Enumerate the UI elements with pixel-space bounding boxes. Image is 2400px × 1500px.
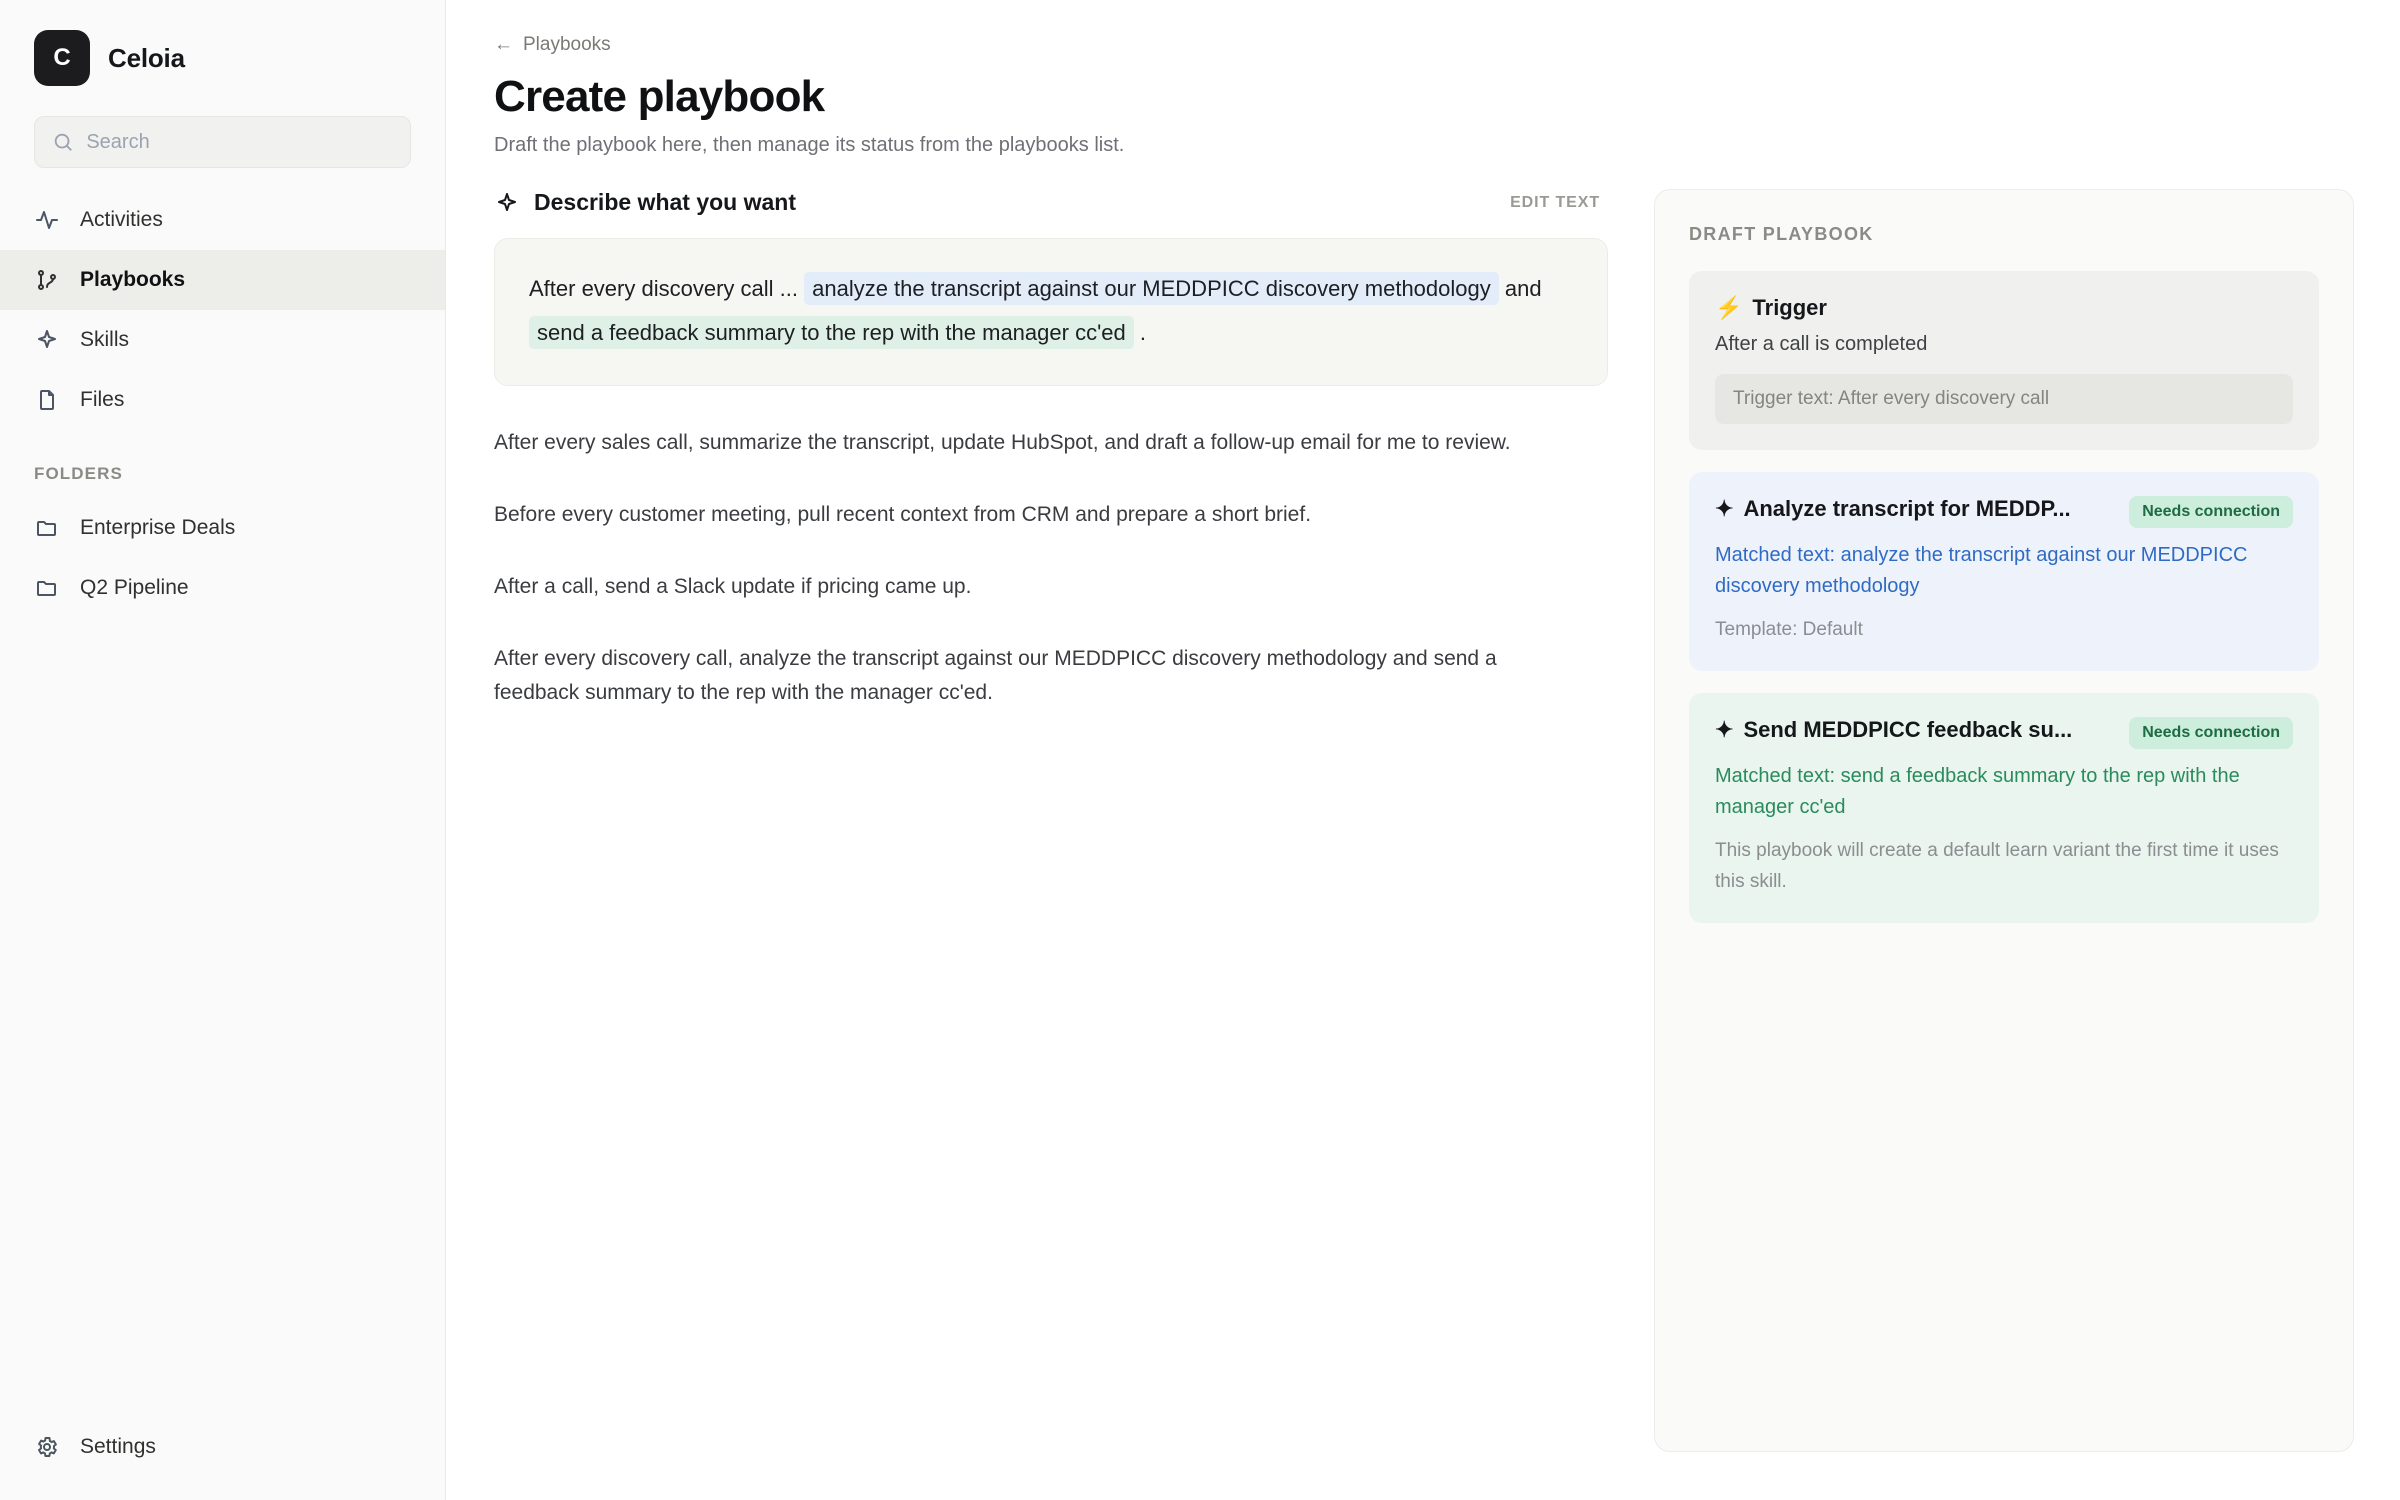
page-subtitle: Draft the playbook here, then manage its status from the playbooks list. — [494, 134, 1125, 156]
sidebar-folder-label: Q2 Pipeline — [80, 576, 189, 599]
status-badge: Needs connection — [2129, 717, 2293, 749]
draft-playbook-panel — [1654, 189, 2354, 1452]
draft-step-note: Template: Default — [1715, 619, 1863, 640]
prompt-trailing: . — [1139, 320, 1146, 345]
sidebar-spacer — [0, 618, 445, 1416]
draft-step-name: Analyze transcript for MEDDP... — [1743, 496, 2071, 521]
sidebar-folder-enterprise-deals[interactable] — [0, 498, 445, 558]
breadcrumb[interactable] — [494, 34, 611, 56]
sidebar-item-label: Files — [80, 388, 125, 411]
draft-step-name-group — [1715, 717, 2072, 743]
sparkle-icon: ✦ — [1715, 496, 1734, 521]
sidebar-folders — [0, 498, 445, 618]
gear-icon — [34, 1434, 60, 1460]
draft-step-trigger[interactable] — [1689, 271, 2319, 450]
folders-heading: FOLDERS — [34, 464, 123, 483]
example-item[interactable]: After every sales call, summarize the transcript, update HubSpot, and draft a follow-up email for me to review. — [494, 431, 1511, 454]
sidebar — [0, 0, 446, 1500]
draft-step-subtitle: After a call is completed — [1715, 333, 1928, 355]
describe-section-title-group — [494, 189, 796, 216]
sidebar-item-files[interactable] — [0, 370, 445, 430]
example-item[interactable]: After a call, send a Slack update if pricing came up. — [494, 575, 972, 598]
brand-name: Celoia — [108, 42, 185, 73]
brand-logo: C — [34, 30, 90, 86]
draft-step-name-group — [1715, 295, 1827, 321]
trigger-text-field[interactable]: Trigger text: After every discovery call — [1715, 374, 2293, 424]
edit-text-button[interactable]: EDIT TEXT — [1510, 193, 1600, 211]
page-title: Create playbook — [494, 72, 825, 121]
describe-title: Describe what you want — [534, 189, 797, 215]
sparkle-icon: ✦ — [1715, 717, 1734, 742]
sidebar-item-playbooks[interactable] — [0, 250, 445, 310]
brand — [0, 0, 445, 102]
draft-step-name-group — [1715, 496, 2071, 522]
example-item[interactable]: After every discovery call, analyze the transcript against our MEDDPICC discovery methodology and send a feedback summary to the rep with the manager cc'ed. — [494, 647, 1497, 704]
prompt-highlight-analyze[interactable]: analyze the transcript against our MEDDPICC discovery methodology — [804, 272, 1499, 305]
search-box[interactable] — [34, 116, 411, 168]
search-input[interactable] — [86, 131, 394, 154]
sidebar-item-activities[interactable] — [0, 190, 445, 250]
settings-label: Settings — [80, 1435, 156, 1458]
sidebar-folder-label: Enterprise Deals — [80, 516, 236, 539]
draft-step-feedback[interactable] — [1689, 693, 2319, 923]
playbook-icon — [34, 267, 60, 293]
sparkle-icon — [494, 190, 520, 216]
folder-icon — [34, 515, 60, 541]
sparkle-icon — [34, 327, 60, 353]
back-arrow-icon: ← — [494, 34, 513, 55]
folder-icon — [34, 575, 60, 601]
prompt-connector: and — [1504, 276, 1542, 301]
draft-step-matched-text: Matched text: send a feedback summary to the rep with the manager cc'ed — [1715, 765, 2240, 818]
draft-step-name: Trigger — [1752, 295, 1827, 320]
status-badge: Needs connection — [2129, 496, 2293, 528]
activity-icon — [34, 207, 60, 233]
sidebar-folder-q2-pipeline[interactable] — [0, 558, 445, 618]
sidebar-item-settings[interactable] — [0, 1416, 445, 1478]
sidebar-nav — [0, 190, 445, 430]
sidebar-item-skills[interactable] — [0, 310, 445, 370]
prompt-lead: After every discovery call ... — [529, 276, 798, 301]
draft-step-analyze[interactable] — [1689, 472, 2319, 671]
file-icon — [34, 387, 60, 413]
sidebar-item-label: Playbooks — [80, 268, 186, 291]
draft-step-header — [1715, 717, 2293, 749]
example-list — [494, 426, 1608, 710]
draft-step-header — [1715, 496, 2293, 528]
sidebar-item-label: Skills — [80, 328, 130, 351]
lightning-icon: ⚡ — [1715, 295, 1743, 320]
sidebar-item-label: Activities — [80, 208, 163, 231]
breadcrumb-label: Playbooks — [523, 34, 611, 55]
draft-playbook-title: DRAFT PLAYBOOK — [1689, 224, 1874, 244]
main-content — [446, 0, 2400, 1500]
draft-step-header — [1715, 295, 2293, 321]
describe-section-header — [494, 189, 1608, 216]
draft-step-name: Send MEDDPICC feedback su... — [1743, 717, 2073, 742]
draft-step-matched-text: Matched text: analyze the transcript against our MEDDPICC discovery methodology — [1715, 544, 2248, 597]
search-icon — [51, 129, 74, 155]
draft-step-note: This playbook will create a default learn variant the first time it uses this skill. — [1715, 840, 2279, 892]
prompt-highlight-feedback[interactable]: send a feedback summary to the rep with the manager cc'ed — [529, 316, 1134, 349]
describe-section — [494, 189, 1608, 1500]
content-area — [494, 189, 2354, 1500]
prompt-card[interactable] — [494, 238, 1608, 386]
example-item[interactable]: Before every customer meeting, pull recent context from CRM and prepare a short brief. — [494, 503, 1312, 526]
